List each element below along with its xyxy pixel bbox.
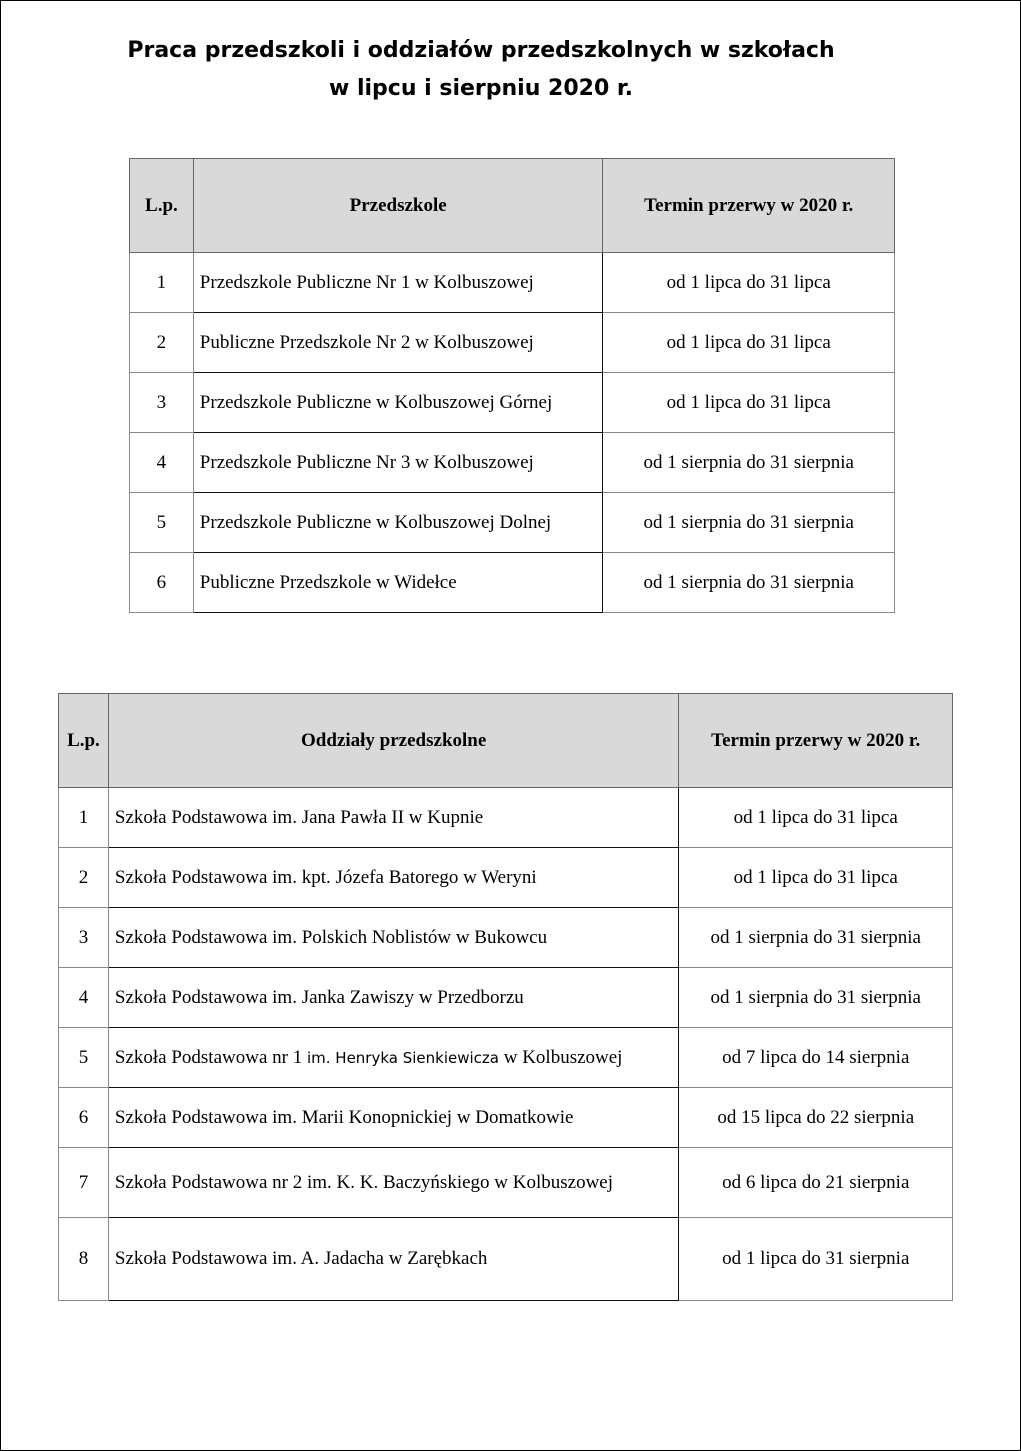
title-line-2: w lipcu i sierpniu 2020 r. bbox=[328, 76, 633, 101]
table-row bbox=[59, 848, 953, 908]
school-name: Szkoła Podstawowa im. A. Jadacha w Zarębkach bbox=[108, 1218, 679, 1301]
row-number: 2 bbox=[59, 848, 109, 908]
school-name-part: Szkoła Podstawowa nr 1 bbox=[114, 1046, 307, 1068]
break-term: od 1 lipca do 31 lipca bbox=[603, 313, 895, 373]
header-preschool-units: Oddziały przedszkolne bbox=[108, 694, 679, 788]
break-term: od 1 sierpnia do 31 sierpnia bbox=[603, 553, 895, 613]
table-row bbox=[59, 1028, 953, 1088]
school-name-part: w Kolbuszowej bbox=[498, 1046, 623, 1068]
preschool-units-table bbox=[58, 693, 953, 1301]
table-row bbox=[59, 908, 953, 968]
table-row bbox=[130, 253, 895, 313]
break-term: od 7 lipca do 14 sierpnia bbox=[679, 1028, 953, 1088]
break-term: od 1 sierpnia do 31 sierpnia bbox=[679, 908, 953, 968]
preschool-name: Przedszkole Publiczne Nr 1 w Kolbuszowej bbox=[193, 253, 603, 313]
table-header-row bbox=[130, 159, 895, 253]
school-name: Szkoła Podstawowa im. Marii Konopnickiej w Domatkowie bbox=[108, 1088, 679, 1148]
row-number: 3 bbox=[59, 908, 109, 968]
school-name: Szkoła Podstawowa im. Janka Zawiszy w Przedborzu bbox=[108, 968, 679, 1028]
break-term: od 1 sierpnia do 31 sierpnia bbox=[679, 968, 953, 1028]
table-row bbox=[59, 1148, 953, 1218]
break-term: od 1 lipca do 31 lipca bbox=[603, 253, 895, 313]
table-row bbox=[130, 373, 895, 433]
header-lp: L.p. bbox=[130, 159, 194, 253]
row-number: 3 bbox=[130, 373, 194, 433]
table-header-row bbox=[59, 694, 953, 788]
row-number: 4 bbox=[59, 968, 109, 1028]
break-term: od 1 lipca do 31 lipca bbox=[603, 373, 895, 433]
row-number: 1 bbox=[130, 253, 194, 313]
row-number: 7 bbox=[59, 1148, 109, 1218]
table-row bbox=[59, 1088, 953, 1148]
header-preschool: Przedszkole bbox=[193, 159, 603, 253]
header-break-term: Termin przerwy w 2020 r. bbox=[603, 159, 895, 253]
preschool-name: Publiczne Przedszkole w Widełce bbox=[193, 553, 603, 613]
row-number: 6 bbox=[59, 1088, 109, 1148]
table-row bbox=[59, 968, 953, 1028]
preschool-name: Publiczne Przedszkole Nr 2 w Kolbuszowej bbox=[193, 313, 603, 373]
row-number: 8 bbox=[59, 1218, 109, 1301]
school-name bbox=[108, 1028, 679, 1088]
table-row bbox=[59, 788, 953, 848]
break-term: od 1 sierpnia do 31 sierpnia bbox=[603, 493, 895, 553]
row-number: 2 bbox=[130, 313, 194, 373]
break-term: od 1 lipca do 31 lipca bbox=[679, 788, 953, 848]
table-row bbox=[130, 313, 895, 373]
break-term: od 1 sierpnia do 31 sierpnia bbox=[603, 433, 895, 493]
row-number: 5 bbox=[130, 493, 194, 553]
preschool-name: Przedszkole Publiczne w Kolbuszowej Dolnej bbox=[193, 493, 603, 553]
row-number: 5 bbox=[59, 1028, 109, 1088]
school-name: Szkoła Podstawowa im. Polskich Noblistów w Bukowcu bbox=[108, 908, 679, 968]
break-term: od 15 lipca do 22 sierpnia bbox=[679, 1088, 953, 1148]
break-term: od 6 lipca do 21 sierpnia bbox=[679, 1148, 953, 1218]
preschool-name: Przedszkole Publiczne w Kolbuszowej Górnej bbox=[193, 373, 603, 433]
document-title bbox=[0, 32, 962, 108]
school-name: Szkoła Podstawowa im. kpt. Józefa Batorego w Weryni bbox=[108, 848, 679, 908]
table-row bbox=[130, 433, 895, 493]
table-row bbox=[130, 493, 895, 553]
row-number: 1 bbox=[59, 788, 109, 848]
break-term: od 1 lipca do 31 lipca bbox=[679, 848, 953, 908]
header-lp: L.p. bbox=[59, 694, 109, 788]
school-patron-name: im. Henryka Sienkiewicza bbox=[306, 1048, 499, 1067]
break-term: od 1 lipca do 31 sierpnia bbox=[679, 1218, 953, 1301]
table-row bbox=[59, 1218, 953, 1301]
school-name: Szkoła Podstawowa nr 2 im. K. K. Baczyńskiego w Kolbuszowej bbox=[108, 1148, 679, 1218]
header-break-term: Termin przerwy w 2020 r. bbox=[679, 694, 953, 788]
row-number: 4 bbox=[130, 433, 194, 493]
preschool-name: Przedszkole Publiczne Nr 3 w Kolbuszowej bbox=[193, 433, 603, 493]
table-row bbox=[130, 553, 895, 613]
row-number: 6 bbox=[130, 553, 194, 613]
title-line-1: Praca przedszkoli i oddziałów przedszkolnych w szkołach bbox=[127, 38, 835, 63]
school-name: Szkoła Podstawowa im. Jana Pawła II w Kupnie bbox=[108, 788, 679, 848]
preschools-table bbox=[129, 158, 895, 613]
